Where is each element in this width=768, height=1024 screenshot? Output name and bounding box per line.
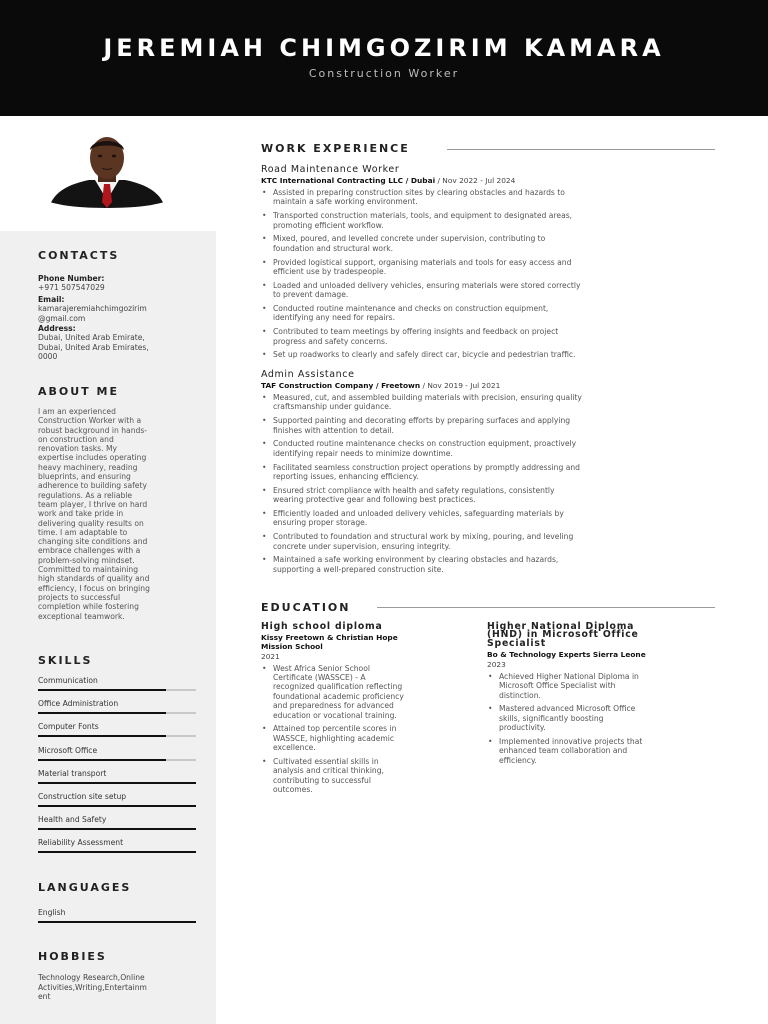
address-line2: Dubai, United Arab Emirates,: [38, 342, 149, 352]
job-company-name-1: KTC International Contracting LLC / Dubai: [261, 176, 436, 185]
job-company-name-2: TAF Construction Company / Freetown: [261, 381, 421, 390]
email-value-line1: kamarajeremiahchimgozirim: [38, 304, 147, 314]
bullet-line: • Transported construction materials, tools, and equipment to designated areas,: [273, 211, 573, 221]
bullet-item: [261, 532, 721, 551]
education-bullets: [487, 672, 712, 770]
bullet-line: recognized qualification reflecting: [273, 682, 403, 692]
job-dates-2: / Nov 2019 - Jul 2021: [420, 381, 501, 390]
skill-bar-track: [38, 921, 196, 923]
bullet-line: • Assisted in preparing construction sites by clearing obstacles and hazards to: [273, 188, 565, 197]
bullet-line: • Loaded and unloaded delivery vehicles, ensuring materials were stored correctly: [273, 280, 581, 290]
bullet-line: and preparedness for advanced: [273, 701, 394, 711]
education-year: 2023: [487, 660, 506, 670]
about-line: regulations. As a reliable: [38, 490, 133, 500]
about-line: team player, I thrive on hard: [38, 499, 148, 509]
bullet-line: outcomes.: [273, 785, 313, 795]
about-line: Committed to maintaining: [38, 565, 139, 575]
skill-item: [38, 769, 196, 792]
skill-bar-fill: [38, 851, 196, 853]
bullet-line: progress and safety concerns.: [273, 336, 388, 346]
education-school: [261, 634, 461, 651]
about-text: [38, 407, 198, 621]
bullet-line: efficient use by tradespeople.: [273, 267, 387, 277]
skill-bar-track: [38, 735, 196, 737]
education-title-line: (HND) in Microsoft Office: [487, 629, 639, 641]
about-line: work and take pride in: [38, 509, 124, 519]
education-bullets: [261, 664, 461, 799]
person-name: JEREMIAH CHIMGOZIRIM KAMARA: [103, 34, 665, 62]
skill-bar-fill: [38, 689, 166, 691]
bullet-line: • Mastered advanced Microsoft Office: [499, 704, 636, 714]
skill-bar-fill: [38, 759, 166, 761]
bullet-line: • Contributed to foundation and structural work by mixing, pouring, and leveling: [273, 532, 574, 542]
education-title: [261, 623, 461, 631]
about-line: efficiency, I focus on bringing: [38, 583, 150, 593]
languages-heading: LANGUAGES: [38, 881, 132, 894]
bullet-item: [487, 737, 712, 765]
bullet-item: [261, 439, 721, 458]
resume-header: [0, 0, 768, 116]
bullet-line: enhanced team collaboration and: [499, 746, 628, 756]
email-block: [38, 295, 198, 323]
about-line: blueprints, and ensuring: [38, 472, 131, 482]
bullet-line: foundation and structural work.: [273, 243, 394, 253]
skill-bar-fill: [38, 828, 196, 830]
skill-item: [38, 815, 196, 838]
bullet-line: foundational academic proficiency: [273, 691, 404, 701]
bullet-line: • Measured, cut, and assembled building materials with precision, ensuring quality: [273, 393, 582, 402]
hobbies-heading: HOBBIES: [38, 950, 107, 963]
skill-label: Construction site setup: [38, 792, 127, 801]
bullet-item: [261, 350, 721, 359]
bullet-line: • Cultivated essential skills in: [273, 757, 379, 767]
about-line: projects to successful: [38, 592, 121, 602]
bullet-line: efficiency.: [499, 755, 537, 765]
skill-label: Reliability Assessment: [38, 838, 124, 848]
skill-label: Communication: [38, 676, 98, 685]
bullet-line: • Conducted routine maintenance and checks on construction equipment,: [273, 304, 549, 314]
bullet-item: [261, 416, 721, 435]
address-line3: 0000: [38, 352, 58, 362]
bullet-line: • Maintained a safe working environment by clearing obstacles and hazards,: [273, 555, 559, 565]
bullet-line: analysis and critical thinking,: [273, 766, 384, 776]
bullet-line: • Facilitated seamless construction project operations by promptly addressing and: [273, 462, 581, 472]
bullet-line: promoting efficient workflow.: [273, 220, 384, 230]
bullet-line: excellence.: [273, 743, 316, 753]
bullet-line: reporting issues, enhancing efficiency.: [273, 472, 419, 482]
bullet-line: ensuring proper storage.: [273, 518, 368, 528]
hobbies-line1: Technology Research,Online: [38, 973, 145, 982]
bullet-line: maintain a safe working environment.: [273, 197, 418, 207]
skill-bar-track: [38, 782, 196, 784]
bullet-line: identifying any need for repairs.: [273, 313, 396, 323]
skills-heading: SKILLS: [38, 654, 93, 667]
bullet-item: [261, 281, 721, 300]
education-school: [487, 651, 712, 660]
bullet-line: • Set up roadworks to clearly and safely direct car, bicycle and pedestrian traffic.: [273, 350, 576, 360]
skill-label: English: [38, 908, 66, 917]
education-school-line: Kissy Freetown & Christian Hope: [261, 633, 398, 643]
bullet-line: • Mixed, poured, and levelled concrete under supervision, contributing to: [273, 234, 546, 244]
bullet-line: • Provided logistical support, organising materials and tools for easy access and: [273, 257, 572, 267]
about-heading: ABOUT ME: [38, 385, 119, 398]
skill-bar-track: [38, 851, 196, 853]
bullet-item: [261, 258, 721, 277]
bullet-item: [261, 509, 721, 528]
skill-label: Health and Safety: [38, 815, 107, 825]
bullet-line: • Efficiently loaded and unloaded delivery vehicles, safeguarding materials by: [273, 509, 564, 519]
bullet-item: [261, 463, 721, 482]
about-line: time. I am adaptable to: [38, 527, 128, 537]
skill-bar-fill: [38, 805, 196, 807]
education-title-line: High school diploma: [261, 621, 383, 632]
bullet-line: education or vocational training.: [273, 710, 397, 720]
about-line: on construction and: [38, 434, 114, 444]
hobbies-line3: ent: [38, 992, 51, 1002]
skill-label: Microsoft Office: [38, 745, 98, 755]
email-label: Email:: [38, 295, 65, 304]
bullet-item: [261, 188, 721, 207]
job-company-2: [261, 381, 500, 390]
bullet-item: [261, 234, 721, 253]
education-school-line: Mission School: [261, 641, 323, 651]
bullet-item: [261, 724, 461, 752]
skill-bar-fill: [38, 735, 166, 737]
bullet-line: • Attained top percentile scores in: [273, 724, 397, 734]
job-bullets-2: [261, 393, 721, 579]
job-company-1: [261, 176, 515, 185]
profile-photo: [45, 136, 169, 208]
education-heading: EDUCATION: [261, 601, 351, 614]
skill-bar-fill: [38, 782, 196, 784]
bullet-line: • West Africa Senior School: [273, 663, 370, 673]
bullet-line: • Achieved Higher National Diploma in: [499, 671, 639, 681]
about-line: completion while fostering: [38, 602, 139, 612]
education-heading-rule: [377, 607, 715, 608]
education-title: [487, 623, 712, 648]
about-line: exceptional teamwork.: [38, 611, 125, 621]
bullet-line: • Implemented innovative projects that: [499, 737, 643, 747]
skill-bar-track: [38, 805, 196, 807]
about-line: Construction Worker with a: [38, 416, 142, 426]
contacts-heading: CONTACTS: [38, 249, 120, 262]
bullet-item: [487, 704, 712, 732]
bullet-line: concrete under supervision, ensuring integrity.: [273, 541, 451, 551]
skill-bar-track: [38, 689, 196, 691]
education-title-line: Specialist: [487, 637, 546, 649]
work-heading: WORK EXPERIENCE: [261, 142, 410, 155]
skill-bar-track: [38, 712, 196, 714]
job-dates-1: / Nov 2022 - Jul 2024: [435, 176, 516, 185]
skill-item: [38, 908, 196, 931]
skill-bar-track: [38, 759, 196, 761]
education-title-line: Higher National Diploma: [487, 621, 635, 632]
bullet-item: [261, 664, 461, 720]
education-school-line: Bo & Technology Experts Sierra Leone: [487, 650, 646, 660]
job-title-2: Admin Assistance: [261, 369, 355, 380]
address-label: Address:: [38, 324, 76, 333]
education-year: 2021: [261, 652, 280, 662]
skill-item: [38, 699, 196, 722]
bullet-line: skills, significantly boosting: [499, 713, 604, 723]
bullet-line: contributing to successful: [273, 775, 371, 785]
skill-bar-fill: [38, 712, 166, 714]
bullet-line: • Ensured strict compliance with health and safety regulations, consistently: [273, 485, 555, 495]
bullet-line: wearing protective gear and following best practices.: [273, 495, 476, 505]
skill-bar-fill: [38, 921, 196, 923]
bullet-line: • Contributed to team meetings by offering insights and feedback on project: [273, 327, 559, 337]
bullet-line: supporting a well-prepared construction site.: [273, 564, 444, 574]
skill-label: Material transport: [38, 768, 107, 778]
phone-label: Phone Number:: [38, 274, 105, 283]
address-line1: Dubai, United Arab Emirate,: [38, 333, 145, 343]
work-heading-rule: [447, 149, 715, 150]
bullet-item: [487, 672, 712, 700]
about-line: problem-solving mindset.: [38, 555, 135, 565]
about-line: heavy machinery, reading: [38, 462, 138, 472]
about-line: renovation tasks. My: [38, 444, 118, 454]
bullet-item: [261, 486, 721, 505]
bullet-line: distinction.: [499, 690, 541, 700]
bullet-item: [261, 757, 461, 795]
phone-block: [38, 274, 198, 293]
about-line: adherence to building safety: [38, 481, 147, 491]
job-bullets-1: [261, 188, 721, 364]
job-title-1: Road Maintenance Worker: [261, 164, 400, 175]
about-line: robust background in hands-: [38, 425, 148, 435]
bullet-line: craftsmanship under guidance.: [273, 402, 392, 412]
bullet-line: Certificate (WASSCE) - A: [273, 673, 366, 682]
about-line: embrace challenges with a: [38, 546, 141, 556]
skill-item: [38, 722, 196, 745]
bullet-line: productivity.: [499, 723, 546, 733]
skill-item: [38, 746, 196, 769]
bullet-item: [261, 393, 721, 412]
bullet-item: [261, 555, 721, 574]
bullet-line: • Conducted routine maintenance checks on construction equipment, proactively: [273, 439, 577, 449]
about-line: I am an experienced: [38, 407, 116, 416]
phone-value: +971 507547029: [38, 283, 105, 293]
bullet-line: finishes with attention to detail.: [273, 425, 394, 435]
skill-bar-track: [38, 828, 196, 830]
skill-label: Computer Fonts: [38, 722, 99, 732]
address-block: [38, 324, 198, 362]
skill-label: Office Administration: [38, 699, 119, 709]
email-value-line2: @gmail.com: [38, 313, 86, 323]
bullet-line: Microsoft Office Specialist with: [499, 681, 616, 691]
hobbies-line2: Activities,Writing,Entertainm: [38, 982, 147, 992]
about-line: high standards of quality and: [38, 574, 150, 584]
bullet-line: to prevent damage.: [273, 290, 349, 300]
bullet-item: [261, 304, 721, 323]
bullet-line: identifying repair needs to minimize downtime.: [273, 448, 453, 458]
hobbies-text: [38, 973, 198, 1002]
about-line: changing site conditions and: [38, 537, 148, 547]
job-title: Construction Worker: [308, 67, 460, 80]
about-line: expertise includes operating: [38, 453, 147, 463]
skill-item: [38, 838, 196, 861]
bullet-line: WASSCE, highlighting academic: [273, 733, 395, 743]
bullet-item: [261, 327, 721, 346]
skill-item: [38, 792, 196, 815]
skill-item: [38, 676, 196, 699]
bullet-item: [261, 211, 721, 230]
about-line: delivering quality results on: [38, 518, 144, 528]
bullet-line: • Supported painting and decorating efforts by preparing surfaces and applying: [273, 416, 571, 426]
